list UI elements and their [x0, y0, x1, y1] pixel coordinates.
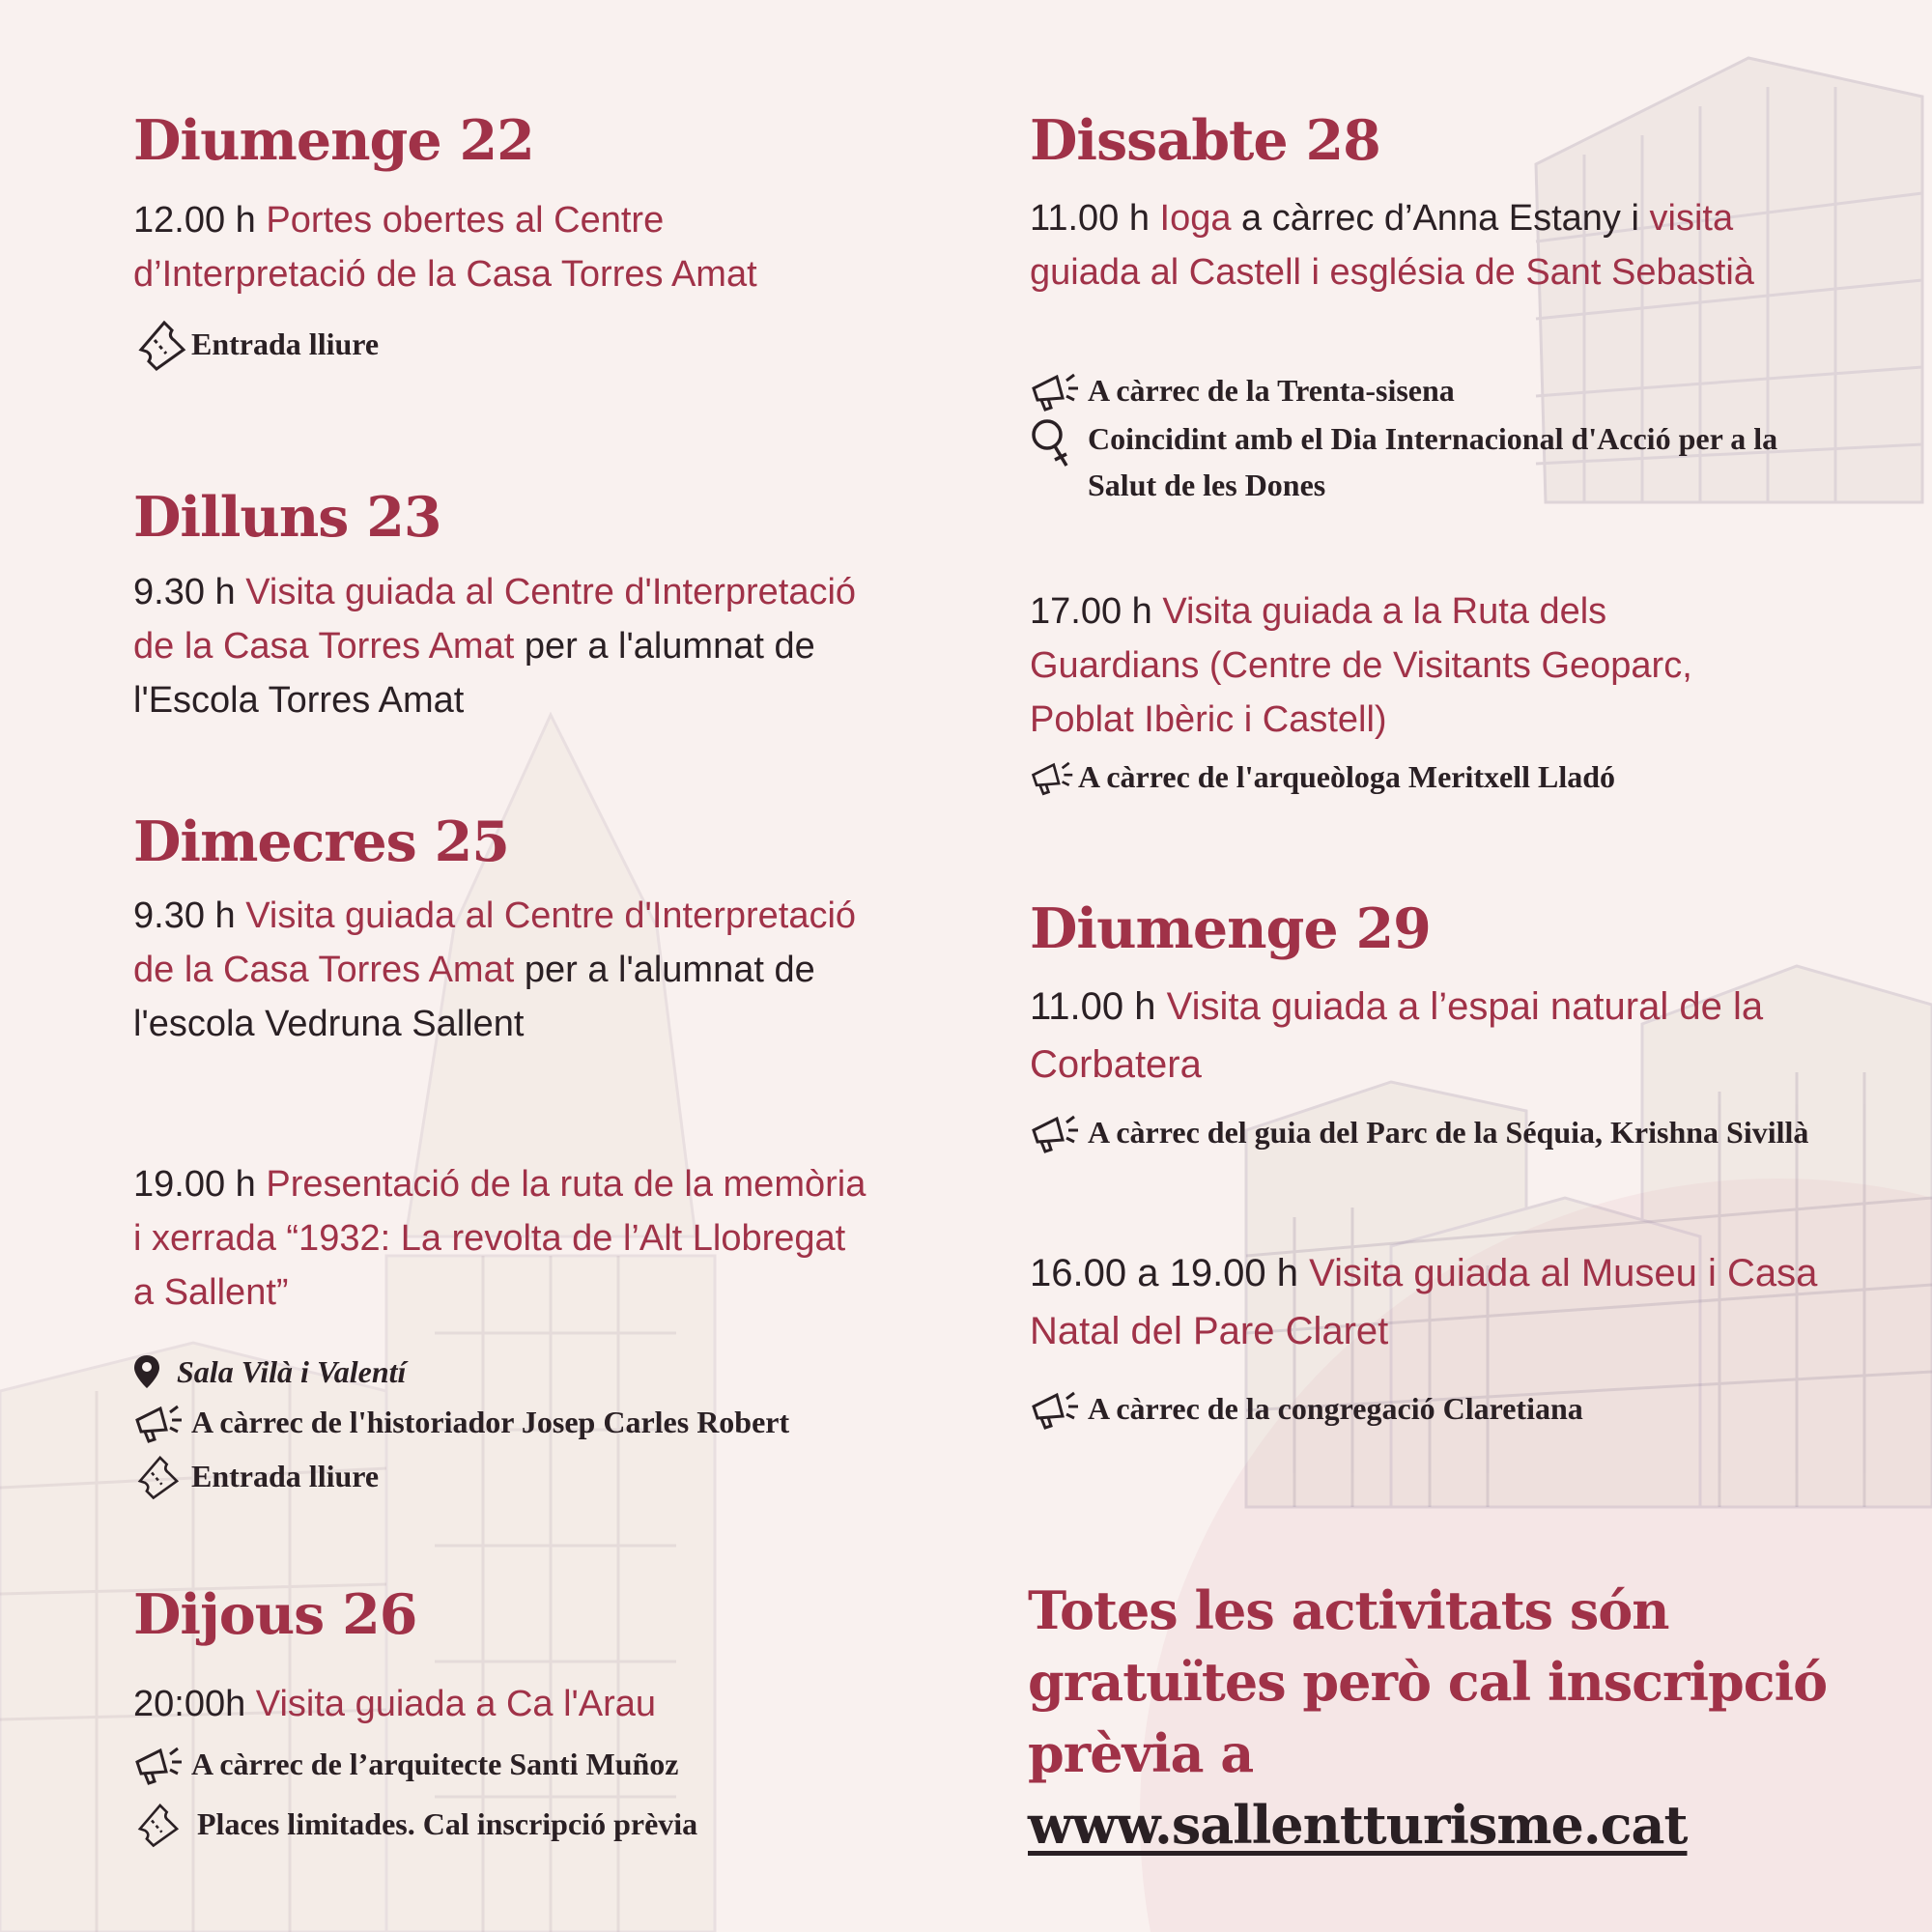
event-dijous-26	[133, 1677, 867, 1731]
event-time: 9.30 h	[133, 895, 246, 936]
megaphone-icon	[1030, 1109, 1088, 1155]
note-speaker	[133, 1741, 679, 1787]
event-activity: Visita guiada al Centre d'Interpretació de la Casa Torres Amat	[133, 572, 857, 667]
event-dilluns-23	[133, 565, 867, 727]
megaphone-icon	[1030, 367, 1088, 413]
note-text: Entrada lliure	[191, 327, 380, 361]
event-detail: a càrrec d’Anna Estany i	[1231, 198, 1650, 239]
event-activity-2: visita guiada al Castell i església de Sant Sebastià	[1030, 198, 1754, 293]
note-speaker	[1030, 1109, 1822, 1155]
note-entrada-lliure	[133, 321, 379, 367]
note-text: A càrrec de la Trenta-sisena	[1088, 373, 1455, 408]
note-salut-dones	[1030, 415, 1803, 508]
day-heading-diumenge-29: Diumenge 29	[1030, 896, 1431, 961]
note-text: Sala Vilà i Valentí	[177, 1354, 407, 1389]
cta-text: Totes les activitats són gratuïtes però cal inscripció prèvia a	[1028, 1579, 1828, 1784]
event-activity: Visita guiada al Museu i Casa Natal del Pare Claret	[1030, 1252, 1818, 1352]
event-activity: Presentació de la ruta de la memòria i xerrada “1932: La revolta de l’Alt Llobregat a Sallent”	[133, 1164, 867, 1313]
note-text: Entrada lliure	[191, 1459, 380, 1493]
megaphone-icon	[1030, 753, 1078, 800]
note-entrada-lliure	[133, 1453, 379, 1499]
event-time: 12.00 h	[133, 200, 267, 241]
day-heading-diumenge-22: Diumenge 22	[133, 108, 534, 173]
note-speaker	[133, 1399, 789, 1445]
event-time: 16.00 a 19.00 h	[1030, 1252, 1310, 1294]
note-speaker	[1030, 753, 1615, 800]
ticket-icon	[133, 1453, 191, 1499]
event-time: 11.00 h	[1030, 198, 1160, 239]
megaphone-icon	[133, 1741, 191, 1787]
note-places-limitades	[133, 1801, 697, 1847]
ticket-icon	[133, 1801, 197, 1847]
note-text: A càrrec de l'arqueòloga Meritxell Lladó	[1078, 759, 1616, 794]
event-time: 9.30 h	[133, 572, 246, 612]
event-activity: Visita guiada a la Ruta dels Guardians (Centre de Visitants Geoparc, Poblat Ibèric i Castell)	[1030, 591, 1692, 740]
event-diumenge-29-afternoon	[1030, 1244, 1822, 1360]
event-activity: Visita guiada al Centre d'Interpretació de la Casa Torres Amat	[133, 895, 857, 990]
note-location	[133, 1349, 406, 1395]
event-time: 19.00 h	[133, 1164, 267, 1205]
megaphone-icon	[1030, 1385, 1088, 1432]
day-heading-dijous-26: Dijous 26	[133, 1582, 417, 1647]
day-heading-dimecres-25: Dimecres 25	[133, 810, 509, 874]
event-time: 20:00h	[133, 1684, 256, 1724]
event-dimecres-25-morning	[133, 889, 867, 1051]
day-heading-dilluns-23: Dilluns 23	[133, 485, 441, 550]
note-text: A càrrec de l’arquitecte Santi Muñoz	[191, 1747, 679, 1781]
day-heading-dissabte-28: Dissabte 28	[1030, 108, 1380, 173]
note-speaker	[1030, 367, 1455, 413]
note-text: A càrrec de l'historiador Josep Carles Robert	[191, 1405, 790, 1439]
event-dissabte-28-morning	[1030, 191, 1783, 299]
event-detail: per a l'alumnat de l'Escola Torres Amat	[133, 626, 815, 721]
event-diumenge-22	[133, 193, 867, 301]
location-pin-icon	[133, 1349, 177, 1395]
female-symbol-icon	[1030, 415, 1088, 473]
event-time: 17.00 h	[1030, 591, 1163, 632]
note-text: A càrrec del guia del Parc de la Séquia, Krishna Sivillà	[1088, 1115, 1809, 1150]
event-diumenge-29-morning	[1030, 978, 1803, 1094]
event-activity: Visita guiada a Ca l'Arau	[255, 1684, 657, 1724]
note-text: A càrrec de la congregació Claretiana	[1088, 1391, 1583, 1426]
event-activity: Visita guiada a l’espai natural de la Corbatera	[1030, 985, 1764, 1086]
note-speaker	[1030, 1385, 1583, 1432]
event-time: 11.00 h	[1030, 985, 1167, 1028]
note-text: Coincidint amb el Dia Internacional d'Acció per a la Salut de les Dones	[1088, 421, 1778, 502]
event-activity: Ioga	[1159, 198, 1232, 239]
ticket-icon	[133, 321, 191, 367]
event-dissabte-28-afternoon	[1030, 584, 1783, 747]
registration-call-to-action	[1028, 1575, 1859, 1861]
note-text: Places limitades. Cal inscripció prèvia	[197, 1806, 698, 1841]
event-activity: Portes obertes al Centre d’Interpretació de la Casa Torres Amat	[133, 200, 757, 295]
megaphone-icon	[133, 1399, 191, 1445]
event-dimecres-25-evening	[133, 1157, 867, 1320]
website-link[interactable]: www.sallentturisme.cat	[1028, 1794, 1688, 1856]
event-detail: per a l'alumnat de l'escola Vedruna Sallent	[133, 950, 815, 1044]
